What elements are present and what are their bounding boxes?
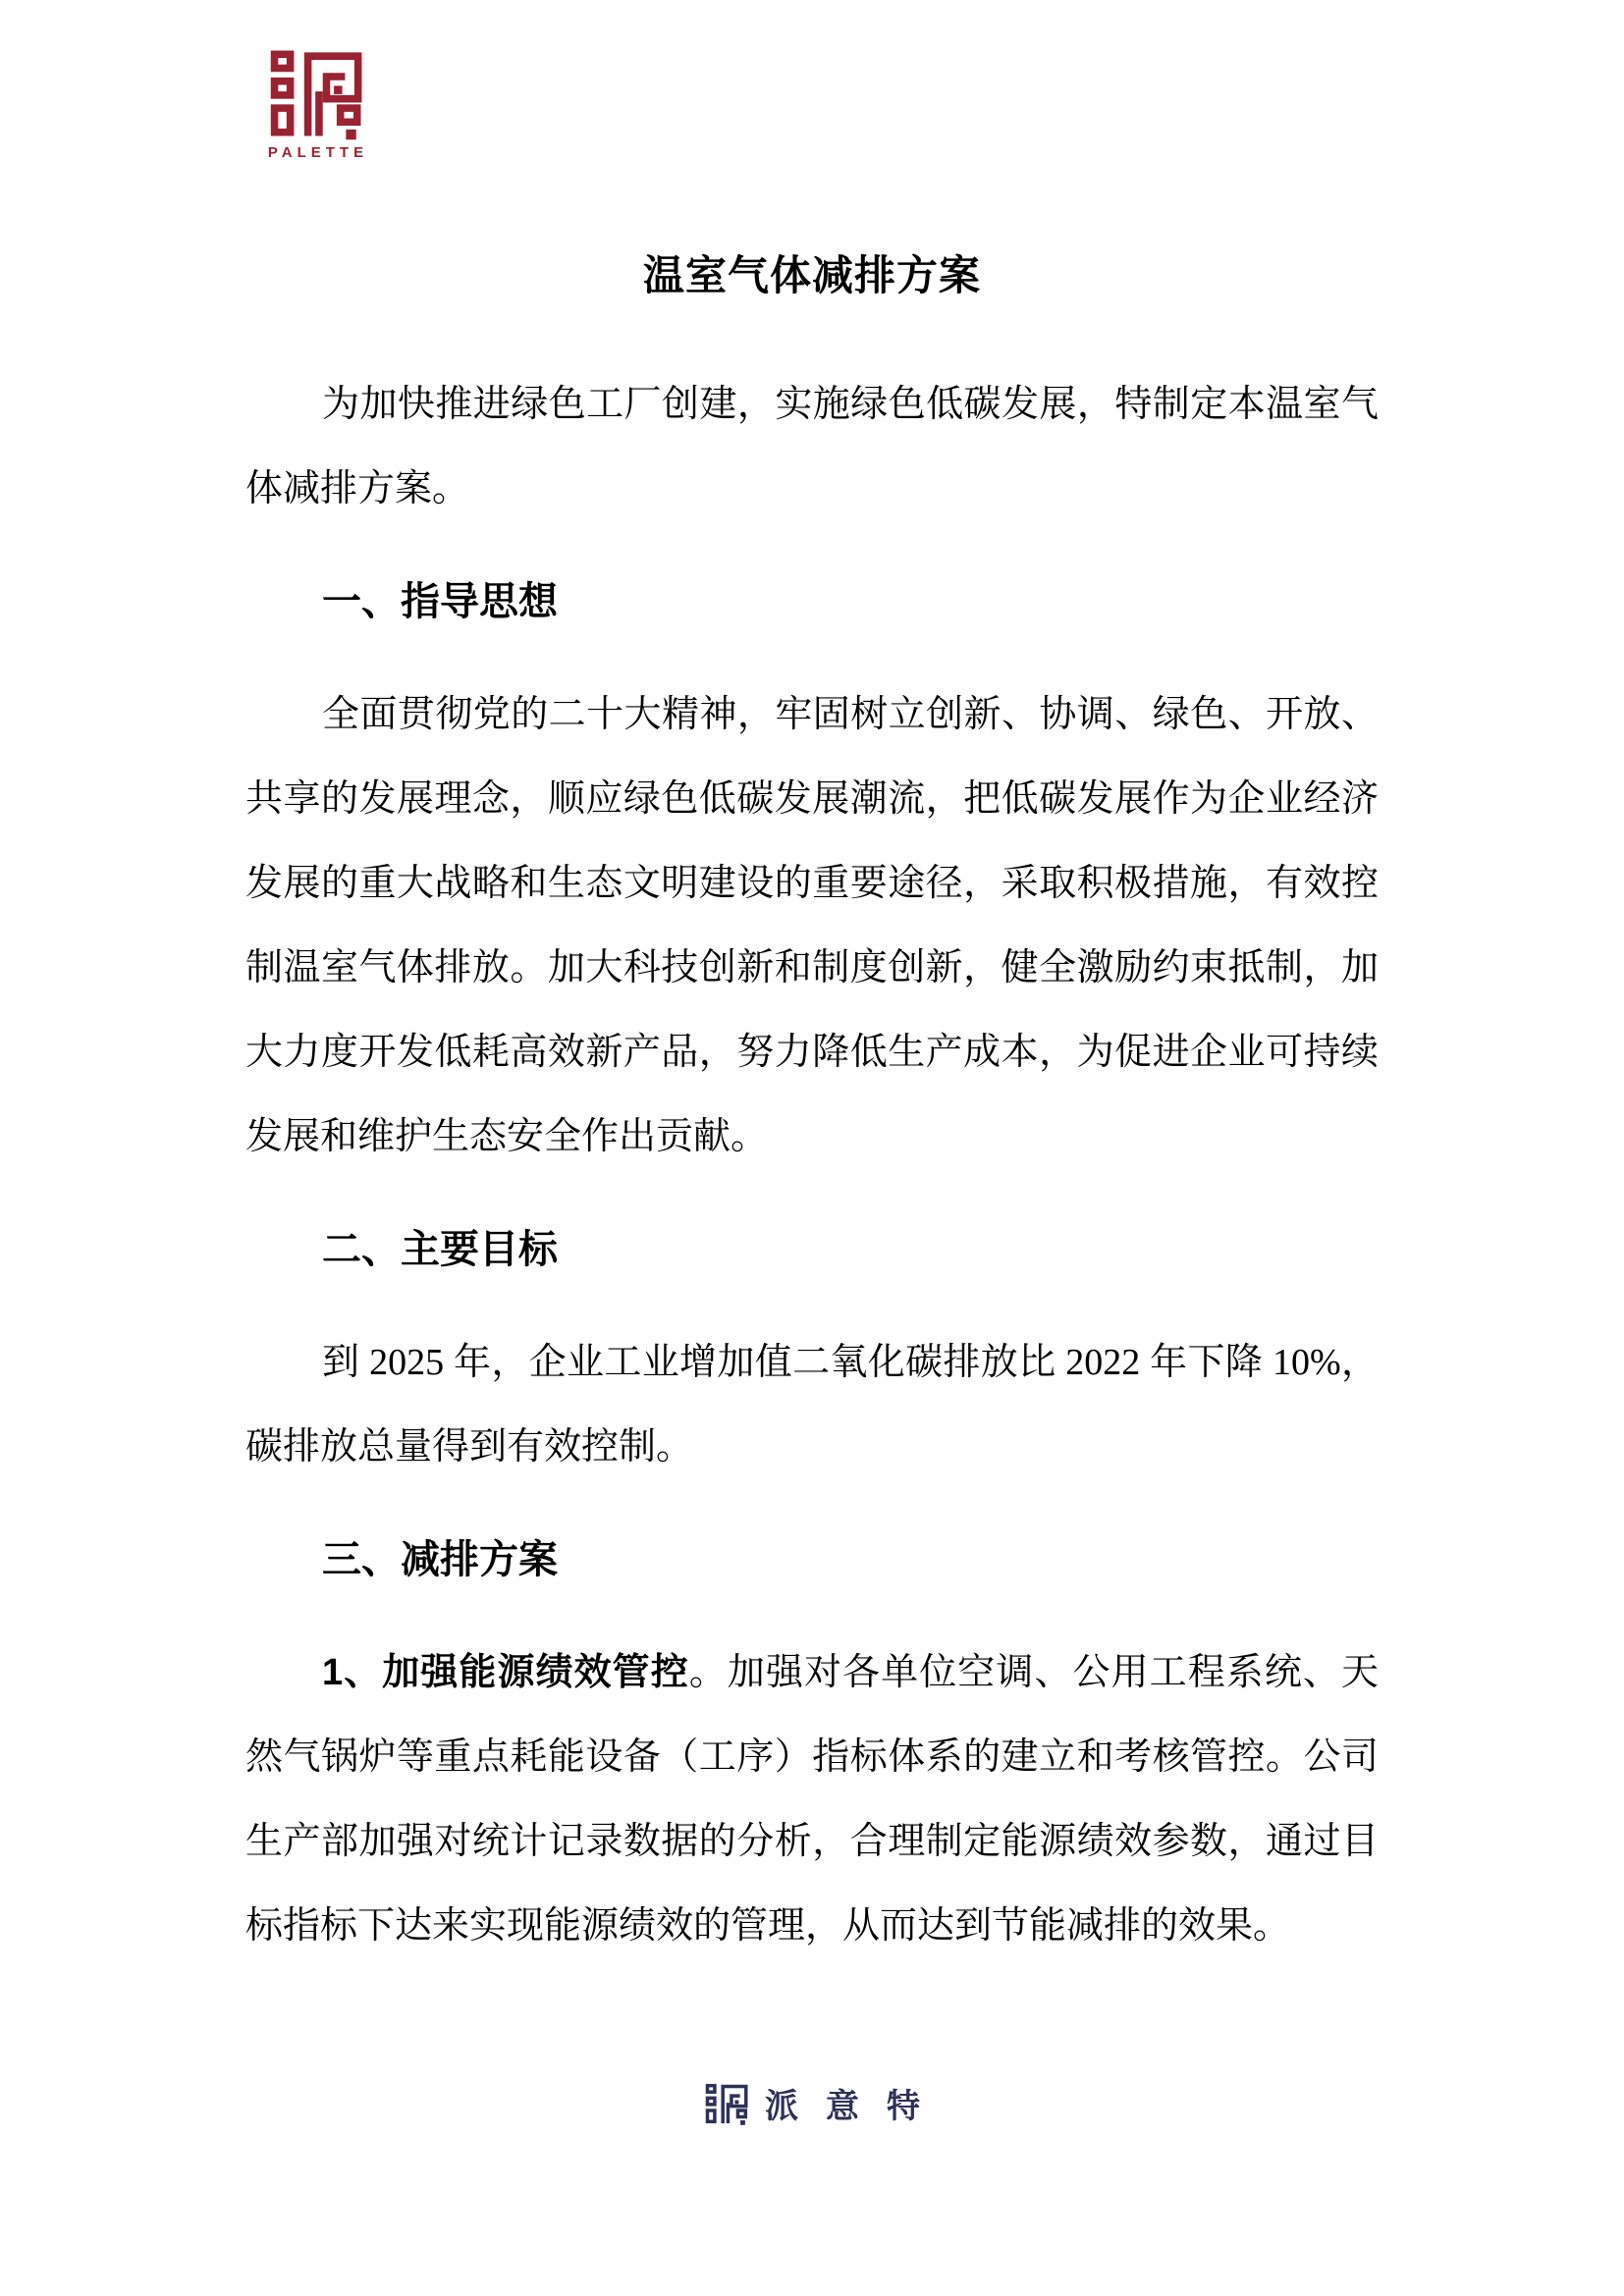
palette-wordmark: PALETTE <box>267 144 369 161</box>
reduction-item-text: 。加强对各单位空调、公用工程系统、天然气锅炉等重点耗能设备（工序）指标体系的建立和考核管控。公司生产部加强对统计记录数据的分析，合理制定能源绩效参数，通过目标指标下达来实现能源绩效的管理，从而达到节能减排的效果。 <box>245 1652 1379 1947</box>
section-paragraph-main-goals: 到 2025 年，企业工业增加值二氧化碳排放比 2022 年下降 10%，碳排放总量得到有效控制。 <box>245 1342 1379 1468</box>
footer-brand-mark-icon <box>704 2081 751 2126</box>
footer-brand <box>0 2079 1624 2127</box>
section-heading-reduction-plan: 三、减排方案 <box>322 1538 558 1581</box>
intro-paragraph: 为加快推进绿色工厂创建，实施绿色低碳发展，特制定本温室气体减排方案。 <box>245 384 1379 509</box>
palette-logo-mark-icon <box>267 46 369 140</box>
page-title: 温室气体减排方案 <box>642 254 981 299</box>
reduction-item-lead: 1、加强能源绩效管控 <box>322 1652 689 1693</box>
footer-brand-name: 派意特 <box>765 2088 947 2125</box>
section-heading-main-goals: 二、主要目标 <box>322 1228 558 1271</box>
section-paragraph-guiding-ideology: 全面贯彻党的二十大精神，牢固树立创新、协调、绿色、开放、共享的发展理念，顺应绿色低碳发展潮流，把低碳发展作为企业经济发展的重大战略和生态文明建设的重要途径，采取积极措施，有效控制温室气体排放。加大科技创新和制度创新，健全激励约束抵制，加大力度开发低耗高效新产品，努力降低生产成本，为促进企业可持续发展和维护生态安全作出贡献。 <box>245 694 1379 1157</box>
section-heading-guiding-ideology: 一、指导思想 <box>322 580 558 623</box>
section-paragraph-reduction-item <box>245 1630 1379 1968</box>
palette-logo <box>256 46 380 161</box>
